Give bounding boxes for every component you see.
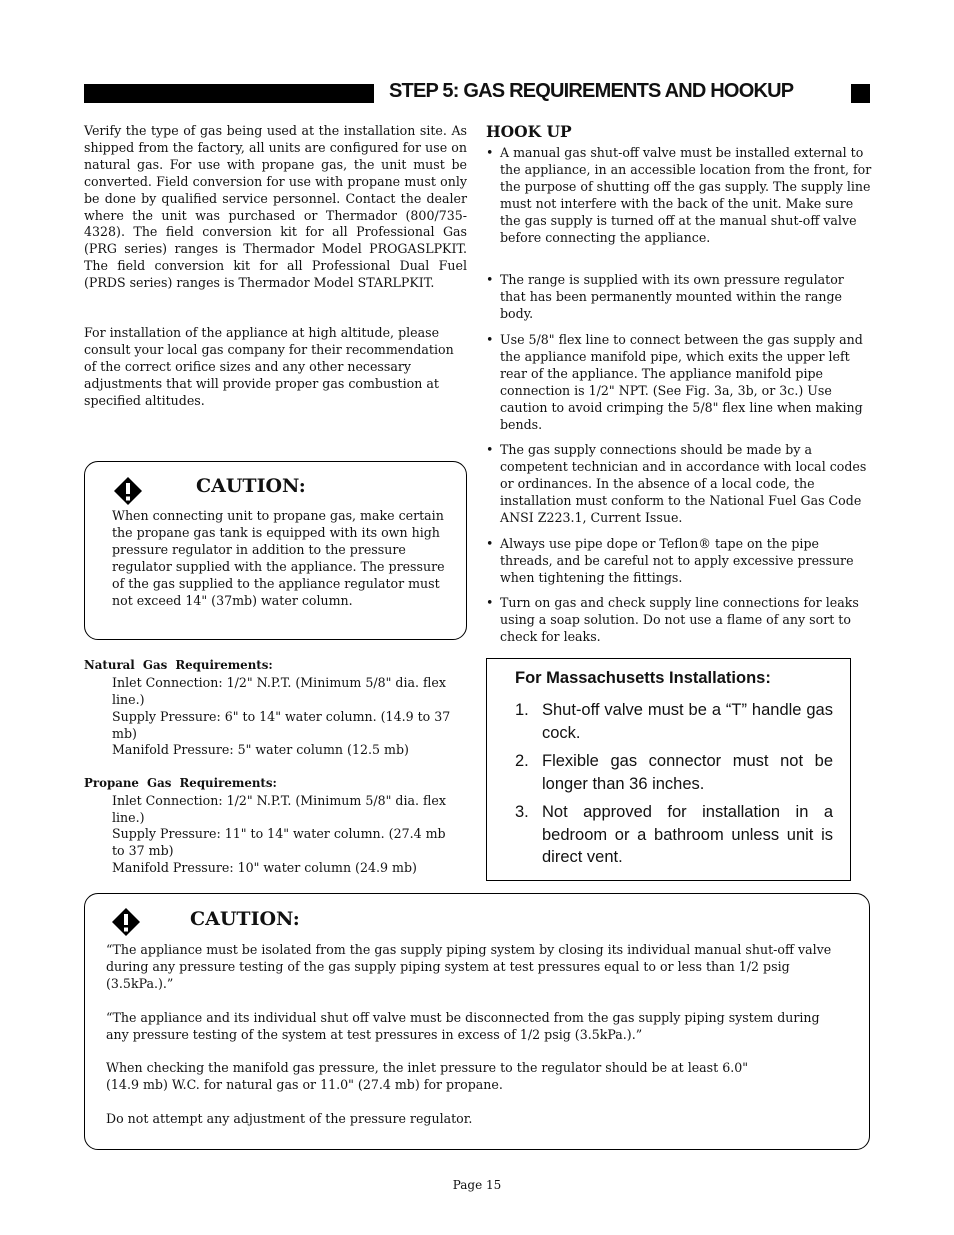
natural-gas-inlet: Inlet Connection: 1/2" N.P.T. (Minimum 5/8" dia. flex line.) [112, 675, 446, 707]
hookup-bullet-text: Always use pipe dope or Teflon® tape on the pipe threads, and be careful not to apply excessive pressure when tightening the fittings. [500, 536, 854, 585]
hookup-bullet-text: A manual gas shut-off valve must be installed external to the appliance, in an accessible location from the front, for the purpose of shutting off the gas supply. The supply line must not interfere with the back of the unit. Make sure the gas supply is turned off at the manual shut-off valve before connecting the appliance. [500, 145, 872, 245]
item-text: Not approved for installation in a bedroom or a bathroom unless unit is direct vent. [542, 803, 833, 866]
propane-gas-manifold: Manifold Pressure: 10" water column (24.9 mb) [112, 860, 417, 875]
massachusetts-title: For Massachusetts Installations: [515, 669, 771, 687]
massachusetts-box [486, 658, 851, 881]
hookup-bullet [486, 145, 872, 246]
natural-gas-supply: Supply Pressure: 6" to 14" water column. (14.9 to 37 mb) [112, 709, 451, 741]
intro-paragraph-1: Verify the type of gas being used at the installation site. As shipped from the factory, all units are configured for use on natural gas. For use with propane gas, the unit must be converted. Field conversion for use with propane must only be done by qualified service personnel. Contact the dealer where the unit was purchased or Thermador (800/735-4328). The field conversion kit for all Professional Gas (PRG series) ranges is Thermador Model PROGASLPKIT. The field conversion kit for all Professional Dual Fuel (PRDS series) ranges is Thermador Model STARLPKIT. [84, 123, 467, 291]
caution-paragraph-1: “The appliance must be isolated from the gas supply piping system by closing its individual manual shut-off valve during any pressure testing of the gas supply piping system at test pressures equal to or less than 1/2 psig (3.5kPa.).” [106, 942, 832, 991]
header-bar-right [851, 84, 870, 103]
item-number: 3. [515, 803, 529, 821]
item-text: Flexible gas connector must not be longer than 36 inches. [542, 752, 833, 793]
hookup-bullet [486, 536, 872, 587]
bullet-dot: • [486, 442, 494, 457]
warning-icon [113, 476, 143, 506]
propane-gas-supply: Supply Pressure: 11" to 14" water column. (27.4 mb to 37 mb) [112, 826, 446, 858]
page-title: STEP 5: GAS REQUIREMENTS AND HOOKUP [389, 80, 794, 102]
hookup-bullet [486, 595, 872, 646]
caution-box-propane [84, 461, 467, 640]
item-number: 1. [515, 701, 529, 719]
hookup-bullet [486, 272, 872, 323]
massachusetts-item [515, 750, 833, 795]
hookup-bullet-text: Use 5/8" flex line to connect between the gas supply and the appliance manifold pipe, which exits the upper left rear of the appliance. The appliance manifold pipe connection is 1/2" NPT. (See Fig. 3a, 3b, or 3c.) Use caution to avoid crimping the 5/8" flex line when making bends. [500, 332, 863, 432]
hookup-bullet-text: Turn on gas and check supply line connections for leaks using a soap solution. Do not use a flame of any sort to check for leaks. [500, 595, 859, 644]
intro-paragraph-2: For installation of the appliance at high altitude, please consult your local gas company for their recommendation of the correct orifice sizes and any other necessary adjustments that will provide proper gas combustion at specified altitudes. [84, 325, 454, 408]
bullet-dot: • [486, 332, 494, 347]
bullet-dot: • [486, 595, 494, 610]
page-number: Page 15 [452, 1178, 502, 1192]
hookup-bullet-text: The gas supply connections should be made by a competent technician and in accordance with local codes or ordinances. In the absence of a local code, the installation must conform to the National Fuel Gas Code ANSI Z223.1, Current Issue. [500, 442, 867, 525]
item-text: Shut-off valve must be a “T” handle gas cock. [542, 701, 833, 742]
caution-box-pressure-testing [84, 893, 870, 1150]
warning-icon [111, 907, 141, 937]
massachusetts-item [515, 699, 833, 744]
hookup-bullet [486, 332, 872, 433]
hookup-bullet-text: The range is supplied with its own pressure regulator that has been permanently mounted within the range body. [500, 272, 844, 321]
caution-title: CAUTION: [196, 475, 306, 497]
bullet-dot: • [486, 272, 494, 287]
caution-paragraph-4: Do not attempt any adjustment of the pressure regulator. [106, 1111, 473, 1126]
hookup-bullet [486, 442, 872, 527]
bullet-dot: • [486, 536, 494, 551]
header-bar-left [84, 84, 374, 103]
propane-gas-heading: Propane Gas Requirements: [84, 776, 277, 790]
caution-text: When connecting unit to propane gas, make certain the propane gas tank is equipped with its own high pressure regulator in addition to the pressure regulator supplied with the appliance. The pressure of the gas supplied to the appliance regulator must not exceed 14" (37mb) water column. [112, 508, 445, 608]
natural-gas-heading: Natural Gas Requirements: [84, 658, 273, 672]
massachusetts-item [515, 801, 833, 869]
item-number: 2. [515, 752, 529, 770]
caution-paragraph-3: When checking the manifold gas pressure, the inlet pressure to the regulator should be at least 6.0" (14.9 mb) W.C. for natural gas or 11.0" (27.4 mb) for propane. [106, 1060, 749, 1092]
propane-gas-inlet: Inlet Connection: 1/2" N.P.T. (Minimum 5/8" dia. flex line.) [112, 793, 446, 825]
caution-title: CAUTION: [190, 908, 300, 930]
caution-paragraph-2: “The appliance and its individual shut off valve must be disconnected from the gas supply piping system during any pressure testing of the system at test pressures in excess of 1/2 psig (3.5kPa.).” [106, 1010, 820, 1042]
bullet-dot: • [486, 145, 494, 160]
natural-gas-manifold: Manifold Pressure: 5" water column (12.5 mb) [112, 742, 409, 757]
hookup-title: HOOK UP [486, 122, 572, 141]
